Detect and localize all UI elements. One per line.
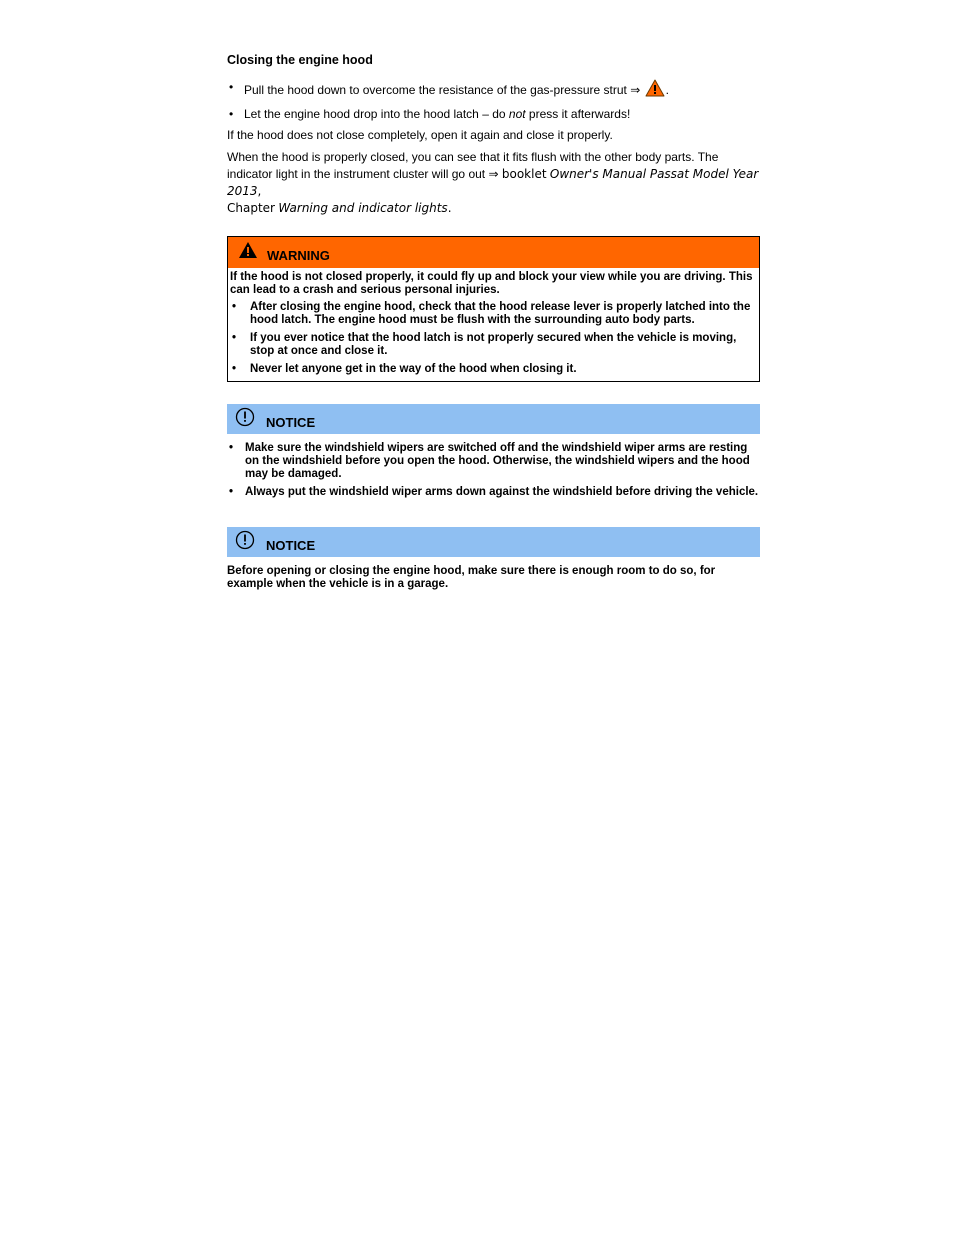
booklet-link[interactable]: booklet	[501, 167, 547, 181]
warning-label: WARNING	[267, 248, 330, 263]
section-title: Closing the engine hood	[227, 53, 373, 67]
step-text-end: press it afterwards!	[525, 107, 631, 121]
warning-intro: If the hood is not closed properly, it could fly up and block your view while you are driving. This can lead to a crash and serious personal injuries.	[230, 271, 753, 296]
notice-header	[227, 527, 760, 557]
paragraph: If the hood does not close completely, open it again and close it properly.	[227, 128, 613, 142]
chapter-reference[interactable]: Warning and indicator lights	[278, 201, 448, 215]
chapter-label: Chapter	[227, 201, 275, 215]
notice-list	[227, 442, 760, 499]
manual-reference[interactable]: Owner's Manual Passat Model Year 2013	[227, 167, 759, 198]
list-item	[227, 106, 760, 123]
warning-box	[227, 236, 760, 382]
step-emphasis: not	[508, 107, 526, 121]
exclamation-circle-icon	[235, 530, 255, 555]
notice-label: NOTICE	[266, 414, 316, 430]
steps-list	[227, 79, 760, 123]
notice-header	[227, 404, 760, 434]
exclamation-circle-icon	[235, 407, 255, 432]
paragraph-text: When the hood is properly closed, you can see that it fits flush with the other body parts. The indicator light in the instrument cluster will go out ⇒	[227, 150, 719, 181]
step-text-end: .	[665, 83, 669, 97]
warning-triangle-icon[interactable]	[645, 79, 665, 102]
notice-text: Before opening or closing the engine hood, make sure there is enough room to do so, for example when the vehicle is in a garage.	[227, 565, 716, 590]
step-text: Let the engine hood drop into the hood latch – do	[244, 107, 509, 121]
list-item: • Always put the windshield wiper arms down against the windshield before driving the vehicle.	[227, 486, 760, 499]
list-item: • Make sure the windshield wipers are switched off and the windshield wiper arms are resting on the windshield before you open the hood. Otherwise, the windshield wipers and the hood may be damaged.	[227, 442, 760, 481]
list-item: • After closing the engine hood, check that the hood release lever is properly latched into the hood latch. The engine hood must be flush with the surrounding auto body parts.	[230, 301, 757, 327]
terminator: .	[447, 201, 452, 215]
paragraph-indicator	[227, 149, 760, 217]
list-item: • Never let anyone get in the way of the hood when closing it.	[230, 363, 757, 376]
warning-triangle-icon	[238, 241, 258, 264]
manual-page	[227, 52, 760, 591]
notice-body	[227, 557, 760, 591]
warning-list	[230, 301, 757, 376]
list-item: • If you ever notice that the hood latch is not properly secured when the vehicle is moving, stop at once and close it.	[230, 332, 757, 358]
notice-label: NOTICE	[266, 537, 316, 553]
list-item	[227, 79, 760, 102]
notice-body	[227, 434, 760, 499]
warning-body	[228, 268, 759, 381]
step-text: Pull the hood down to overcome the resistance of the gas-pressure strut ⇒	[244, 83, 641, 97]
warning-header	[228, 237, 759, 268]
separator: ,	[257, 184, 262, 198]
